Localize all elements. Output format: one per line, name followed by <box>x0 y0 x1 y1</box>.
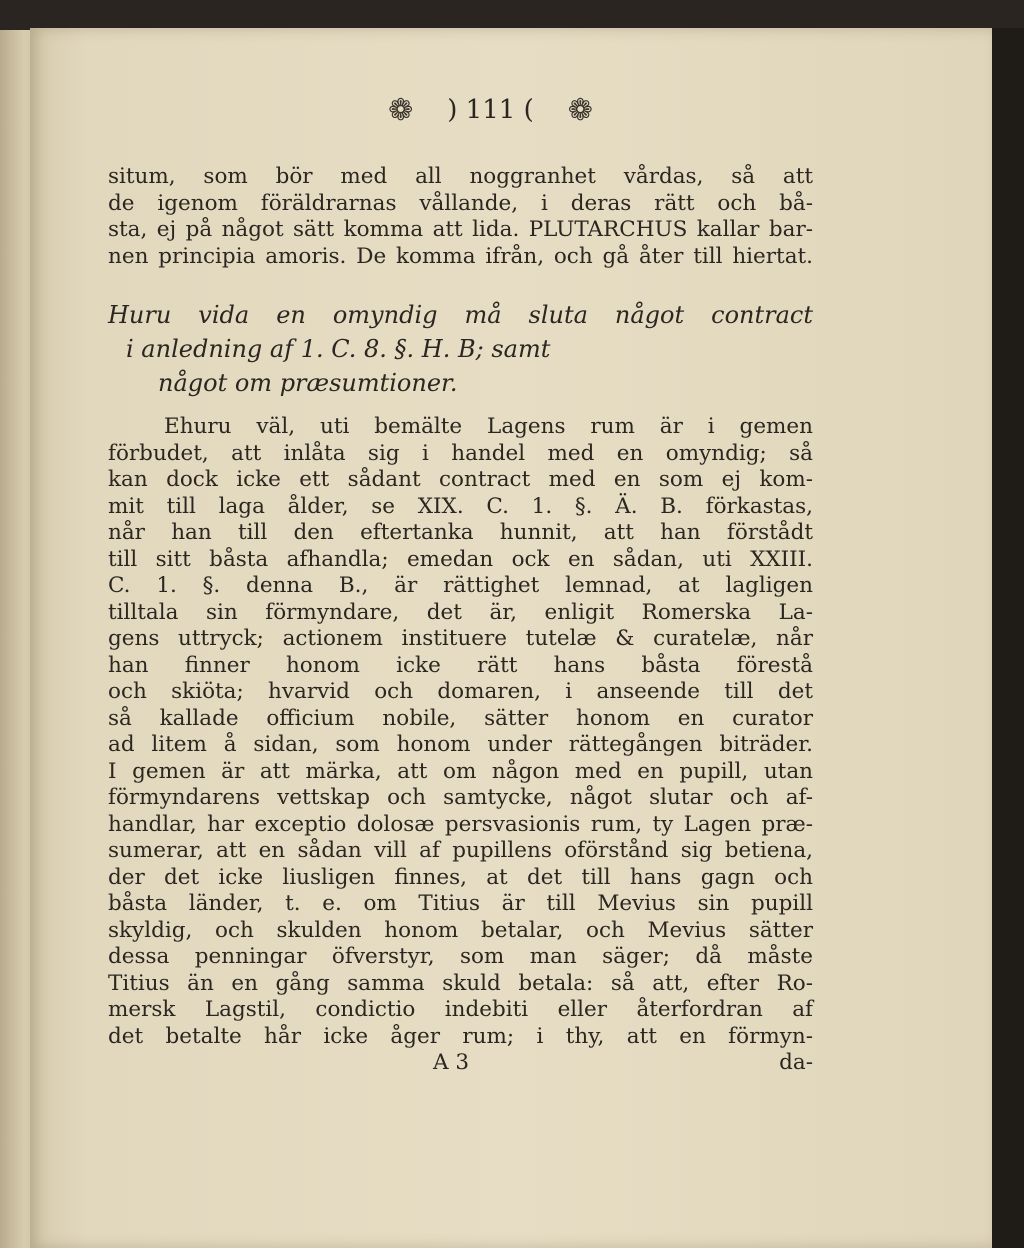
flower-ornament-icon: ❁ <box>567 92 593 128</box>
text-line: handlar, har exceptio dolosæ persvasionis rum, ty Lagen præ- <box>108 811 813 837</box>
paragraph-intro <box>108 164 813 270</box>
text-line: så kallade officium nobile, sätter honom en curator <box>108 705 813 731</box>
text-line: sumerar, att en sådan vill af pupillens oförstånd sig betiena, <box>108 838 813 863</box>
heading-line: Huru vida en omyndig må sluta något contract <box>108 301 813 329</box>
page-number: ) 111 ( <box>447 95 534 125</box>
text-line: det betalte hår icke åger rum; i thy, att en förmyn- <box>108 1023 813 1049</box>
text-line: gens uttryck; actionem instituere tutelæ & curatelæ, når <box>108 626 813 651</box>
section-heading <box>108 298 813 400</box>
running-header <box>168 90 813 130</box>
text-line: Ehuru väl, uti bemälte Lagens rum är i gemen <box>164 414 813 439</box>
text-line: förbudet, att inlåta sig i handel med en omyndig; så <box>108 440 813 466</box>
text-line: I gemen är att märka, att om någon med en pupill, utan <box>108 758 813 784</box>
page-content <box>108 90 813 1076</box>
page-footer <box>108 1050 813 1076</box>
text-line: C. 1. §. denna B., är rättighet lemnad, at lagligen <box>108 573 813 598</box>
text-line: mit till laga ålder, se XIX. C. 1. §. Ä. B. förkastas, <box>108 493 813 519</box>
text-line: når han till den eftertanka hunnit, att han förstådt <box>108 520 813 545</box>
heading-line: något om præsumtioner. <box>158 369 458 397</box>
text-line: de igenom föräldrarnas vållande, i deras rätt och bå- <box>108 190 813 216</box>
text-line: dessa penningar öfverstyr, som man säger; då måste <box>108 944 813 969</box>
paragraph-main <box>108 414 813 1050</box>
text-line: tilltala sin förmyndare, det är, enligit Romerska La- <box>108 599 813 625</box>
text-line: till sitt båsta afhandla; emedan ock en sådan, uti XXIII. <box>108 546 813 572</box>
page-edge <box>992 28 1024 1248</box>
heading-line: i anledning af 1. C. 8. §. H. B; samt <box>126 335 551 363</box>
text-line: der det icke liusligen finnes, at det till hans gagn och <box>108 864 813 890</box>
catchword: da- <box>779 1050 813 1075</box>
text-line: kan dock icke ett sådant contract med en som ej kom- <box>108 467 813 492</box>
text-line: Titius än en gång samma skuld betala: så att, efter Ro- <box>108 970 813 996</box>
text-line: situm, som bör med all noggranhet vårdas, så att <box>108 164 813 189</box>
text-line: förmyndarens vettskap och samtycke, något slutar och af- <box>108 785 813 810</box>
text-line: och skiöta; hvarvid och domaren, i anseende till det <box>108 679 813 704</box>
text-line: han finner honom icke rätt hans båsta förestå <box>108 652 813 678</box>
text-line: båsta länder, t. e. om Titius är till Mevius sin pupill <box>108 891 813 916</box>
flower-ornament-icon: ❁ <box>388 92 414 128</box>
text-line: sta, ej på något sätt komma att lida. PLUTARCHUS kallar bar- <box>108 217 813 242</box>
text-line: mersk Lagstil, condictio indebiti eller återfordran af <box>108 997 813 1022</box>
text-line: skyldig, och skulden honom betalar, och Mevius sätter <box>108 917 813 943</box>
signature-mark: A 3 <box>433 1050 470 1075</box>
text-line: ad litem å sidan, som honom under rättegången biträder. <box>108 732 813 757</box>
text-line: nen principia amoris. De komma ifrån, och gå åter till hiertat. <box>108 243 813 269</box>
